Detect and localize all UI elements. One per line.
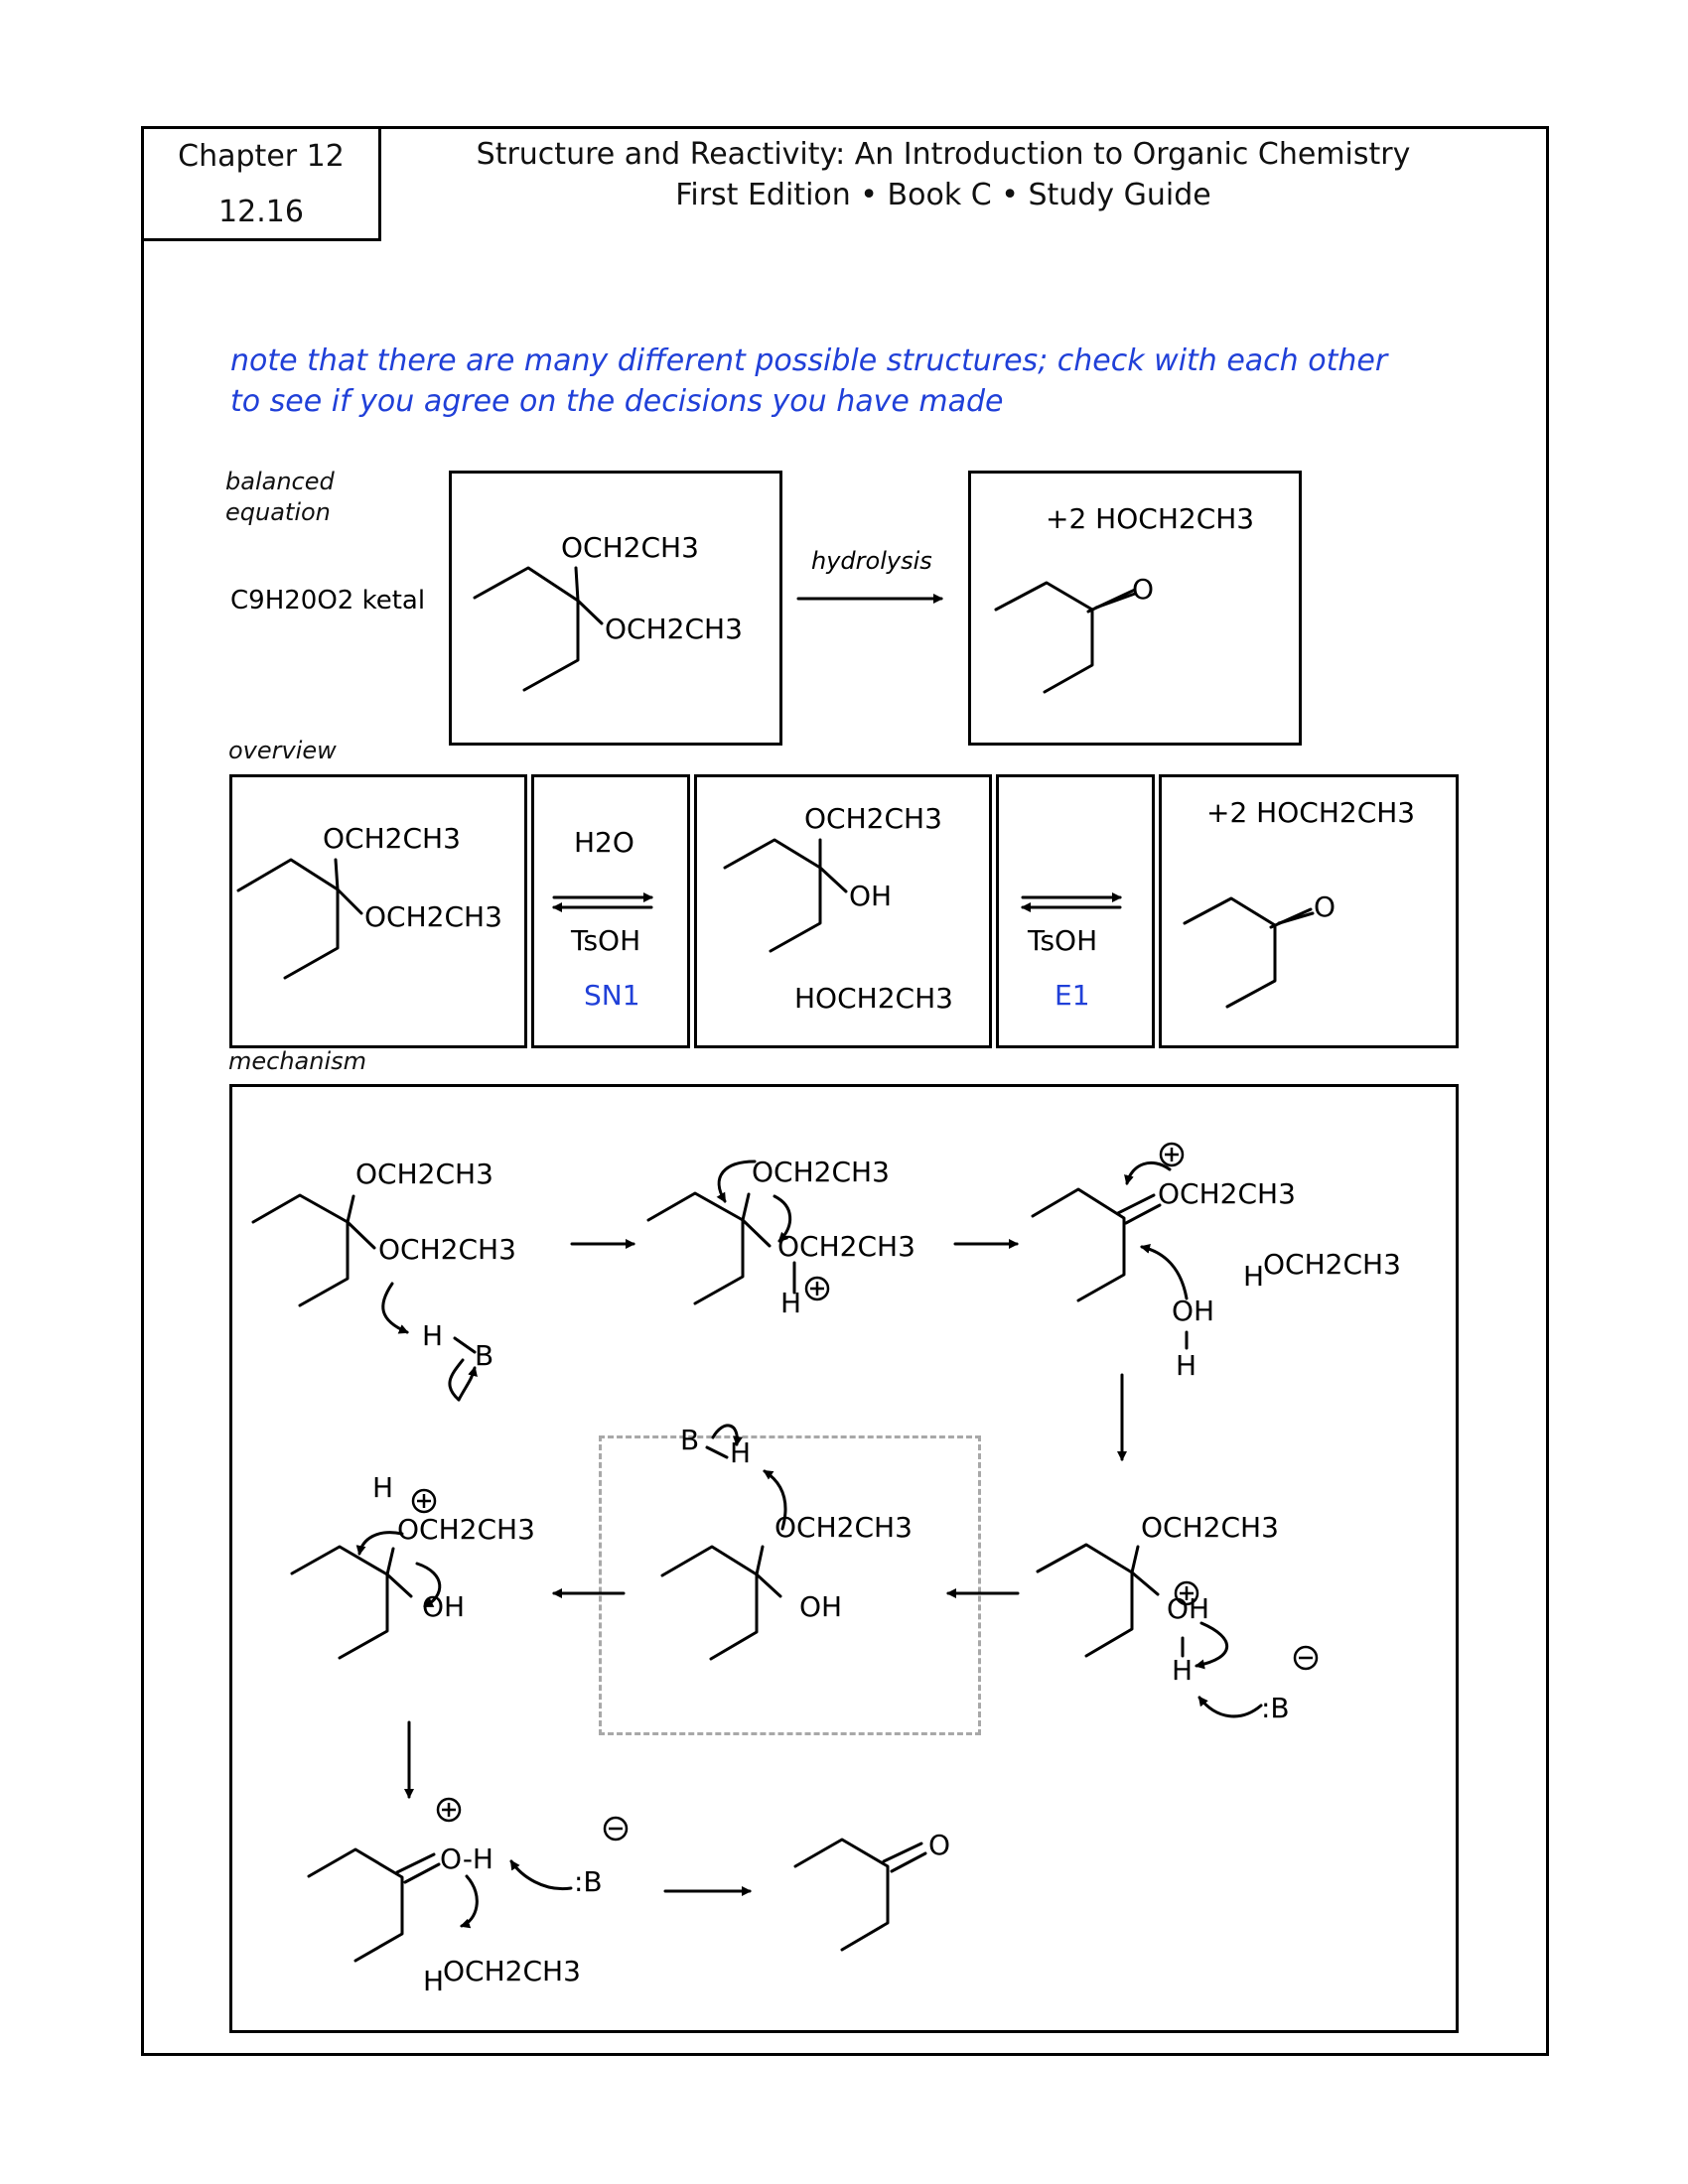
ketone-skeleton-overview — [1185, 898, 1313, 1007]
overview-label: overview — [228, 737, 337, 764]
hemiketal-skeleton-overview — [725, 840, 846, 951]
m4-h: H — [1172, 1654, 1194, 1687]
m5-oet: OCH2CH3 — [774, 1511, 913, 1544]
m7-ethanol-oet: OCH2CH3 — [443, 1955, 581, 1987]
m1-b: B — [475, 1339, 494, 1372]
m4-oet: OCH2CH3 — [1141, 1511, 1279, 1544]
m2-oet-2: OCH2CH3 — [777, 1230, 915, 1263]
ov-ethanol: HOCH2CH3 — [794, 982, 953, 1015]
m3-oet: OCH2CH3 — [1158, 1177, 1296, 1210]
m8-ketone-o: O — [928, 1829, 951, 1861]
book-title: Structure and Reactivity: An Introduction to Organic Chemistry — [476, 137, 1411, 172]
ov-tsoh-2: TsOH — [1028, 924, 1098, 957]
mech-protonated-hemiketal — [1038, 1545, 1261, 1716]
eq-oet-1: OCH2CH3 — [561, 531, 699, 564]
mech-hemiketal — [662, 1426, 785, 1659]
ketal-formula: C9H20O2 ketal — [230, 586, 426, 615]
eq-ketone-o: O — [1132, 573, 1155, 606]
ketone-skeleton-eq — [996, 583, 1135, 692]
m6-oet: OCH2CH3 — [397, 1513, 535, 1546]
m3-ethanol-h: H — [1243, 1260, 1265, 1293]
m2-h: H — [780, 1287, 802, 1319]
ov-oet-3: OCH2CH3 — [804, 802, 942, 835]
eq-plus-ethanol: +2 HOCH2CH3 — [1046, 502, 1255, 535]
m5-h: H — [730, 1436, 752, 1469]
book-subtitle: First Edition • Book C • Study Guide — [675, 178, 1211, 212]
mech-protonated-oet-hemiketal — [292, 1533, 440, 1658]
note-line-1: note that there are many different possible structures; check with each other — [230, 343, 1388, 378]
ov-h2o: H2O — [574, 826, 634, 859]
m1-oet-2: OCH2CH3 — [378, 1233, 516, 1266]
note-line-2: to see if you agree on the decisions you have made — [230, 384, 1004, 419]
eq-oet-2: OCH2CH3 — [605, 613, 743, 645]
m7-oh: O-H — [440, 1843, 493, 1875]
mech-ketone-product — [795, 1840, 925, 1950]
ov-oet-2: OCH2CH3 — [364, 900, 502, 933]
ov-oet-1: OCH2CH3 — [323, 822, 461, 855]
problem-number: 12.16 — [218, 195, 304, 229]
ketal-skeleton-overview — [238, 860, 361, 978]
ov-tsoh-1: TsOH — [571, 924, 641, 957]
m1-h: H — [422, 1319, 444, 1352]
mechanism-label: mechanism — [228, 1047, 367, 1075]
mech-ketal-1 — [253, 1195, 475, 1400]
m3-water-h: H — [1176, 1349, 1197, 1382]
ov-sn1: SN1 — [584, 979, 640, 1012]
m1-oet-1: OCH2CH3 — [355, 1158, 493, 1190]
hydrolysis-label: hydrolysis — [811, 547, 932, 575]
ov-oh: OH — [849, 880, 893, 912]
m7-base: :B — [574, 1865, 603, 1898]
m4-oh: OH — [1167, 1592, 1210, 1625]
ov-e1: E1 — [1055, 979, 1090, 1012]
ov-plus-ethanol: +2 HOCH2CH3 — [1206, 796, 1416, 829]
m3-water-oh: OH — [1172, 1295, 1215, 1327]
chapter-label: Chapter 12 — [178, 139, 345, 174]
m4-base: :B — [1261, 1692, 1290, 1724]
ov-ketone-o: O — [1314, 890, 1336, 923]
m7-ethanol-h: H — [423, 1965, 445, 1997]
m5-b: B — [680, 1424, 700, 1456]
m5-oh: OH — [799, 1590, 843, 1623]
balanced-equation-label: balanced equation — [225, 468, 335, 526]
ketal-skeleton-eq — [475, 568, 602, 690]
m6-h: H — [372, 1471, 394, 1504]
m6-oh: OH — [422, 1590, 466, 1623]
m3-ethanol-oet: OCH2CH3 — [1263, 1248, 1401, 1281]
m2-oet-1: OCH2CH3 — [752, 1156, 890, 1188]
